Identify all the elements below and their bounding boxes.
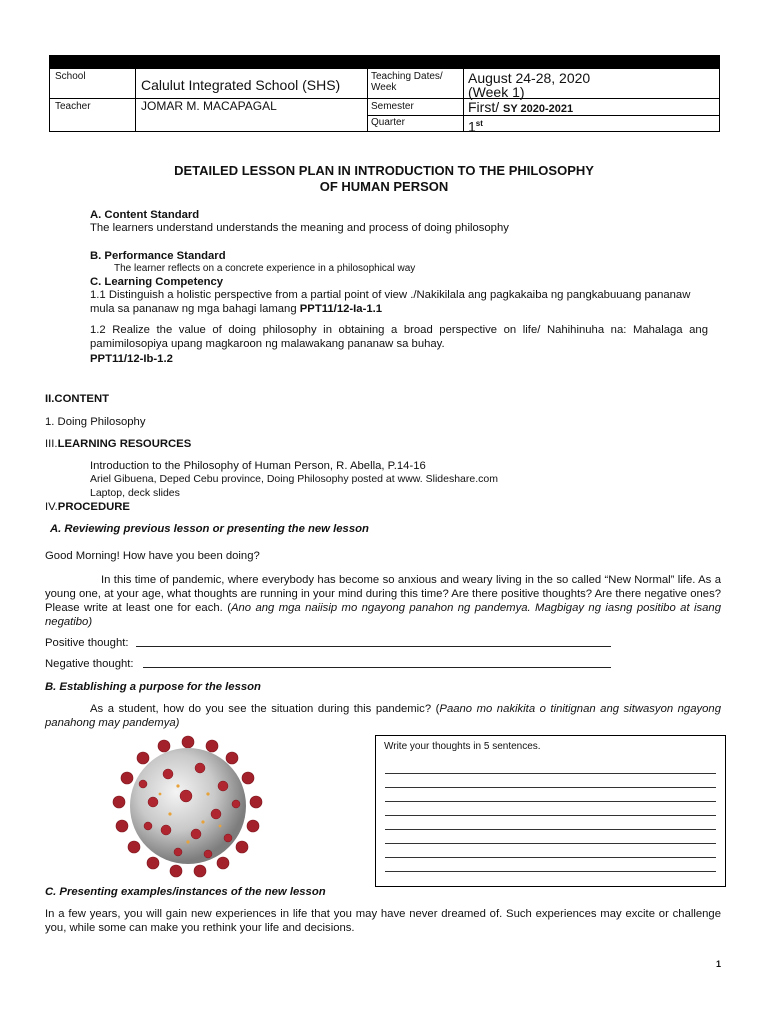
thoughts-box[interactable] [375, 735, 726, 887]
thought-line[interactable] [385, 857, 716, 858]
negative-thought-label: Negative thought: [45, 658, 134, 670]
competency-2: 1.2 Realize the value of doing philosophy in obtaining a broad perspective on life/ Nahihinuha na: Mahalaga ang pamimilosopiya upang magkaroon ng malawakang pananaw sa buhay. [90, 324, 708, 350]
page-number: 1 [716, 959, 722, 969]
negative-thought-line[interactable] [143, 667, 611, 668]
thoughts-box-prompt: Write your thoughts in 5 sentences. [384, 741, 541, 752]
header-black-bar [49, 55, 720, 69]
content-standard-heading: A. Content Standard [90, 209, 200, 221]
lesson-title-line1: DETAILED LESSON PLAN IN INTRODUCTION TO THE PHILOSOPHY [174, 163, 594, 178]
lesson-title-line2: OF HUMAN PERSON [319, 179, 449, 194]
greeting: Good Morning! How have you been doing? [45, 550, 260, 562]
competency-1: 1.1 Distinguish a holistic perspective from a partial point of view ./Nakikilala ang pagkakaiba ng pangkabuuang pananaw mula sa pananaw ng mga bahagi lamang PPT11/12-Ia-1.1 [90, 289, 691, 315]
teacher-label: Teacher [55, 101, 91, 112]
procedure-a-heading: A. Reviewing previous lesson or presenting the new lesson [50, 523, 369, 535]
semester-label: Semester [371, 101, 414, 112]
thought-line[interactable] [385, 801, 716, 802]
quarter-label: Quarter [371, 117, 405, 128]
semester-value: First/ SY 2020-2021 [468, 99, 574, 115]
resource-3: Laptop, deck slides [90, 487, 180, 499]
quarter-value: 1st [468, 118, 483, 135]
content-heading: II.CONTENT [45, 393, 110, 405]
thought-line[interactable] [385, 773, 716, 774]
content-standard-text: The learners understand understands the meaning and process of doing philosophy [90, 222, 509, 234]
procedure-heading: IV.PROCEDURE [45, 501, 130, 513]
dates-value-1: August 24-28, 2020 [468, 70, 591, 86]
content-item: 1. Doing Philosophy [45, 416, 146, 428]
school-value: Calulut Integrated School (SHS) [141, 77, 341, 93]
thought-line[interactable] [385, 829, 716, 830]
pandemic-paragraph: In this time of pandemic, where everybody has become so anxious and weary living in the so called “New Normal” life. As a young one, at your age, what thoughts are running in your mind during this time? Are there positive thoughts? Are there negative ones? Please write at least one for each. (Ano ang mga naiisip mo ngayong panahon ng pandemya. Magbigay ng iasng positibo at isang negatibo) [45, 574, 721, 628]
competency-1-code: PPT11/12-Ia-1.1 [299, 303, 383, 315]
thought-line[interactable] [385, 815, 716, 816]
performance-standard-text: The learner reflects on a concrete experience in a philosophical way [114, 263, 416, 274]
new-experiences-paragraph: In a few years, you will gain new experiences in life that you may have never dreamed of. Such experiences may excite or challenge you, while some can make you rethink your life and decisions. [45, 908, 721, 934]
procedure-b-heading: B. Establishing a purpose for the lesson [45, 681, 261, 693]
student-situation-paragraph: As a student, how do you see the situation during this pandemic? (Paano mo nakikita o tinitignan ang sitwasyon ngayong panahong may pandemya) [45, 703, 721, 729]
semester-sy: SY 2020-2021 [503, 103, 574, 115]
header-table [49, 69, 720, 135]
thought-line[interactable] [385, 871, 716, 872]
dates-value-2: (Week 1) [468, 84, 525, 100]
competency-2-code: PPT11/12-Ib-1.2 [90, 353, 173, 365]
learning-competency-heading: C. Learning Competency [90, 276, 224, 288]
positive-thought-label: Positive thought: [45, 637, 129, 649]
thought-line[interactable] [385, 843, 716, 844]
school-label: School [55, 71, 86, 82]
resource-2: Ariel Gibuena, Deped Cebu province, Doing Philosophy posted at www. Slideshare.com [90, 473, 498, 485]
thought-line[interactable] [385, 787, 716, 788]
dates-label: Teaching Dates/ Week [371, 71, 443, 93]
coronavirus-image [108, 734, 268, 879]
performance-standard-heading: B. Performance Standard [90, 250, 226, 262]
teacher-value: JOMAR M. MACAPAGAL [141, 99, 277, 113]
positive-thought-line[interactable] [136, 646, 611, 647]
procedure-c-heading: C. Presenting examples/instances of the new lesson [45, 886, 326, 898]
resources-heading: III.LEARNING RESOURCES [45, 438, 192, 450]
resource-1: Introduction to the Philosophy of Human Person, R. Abella, P.14-16 [90, 460, 426, 472]
